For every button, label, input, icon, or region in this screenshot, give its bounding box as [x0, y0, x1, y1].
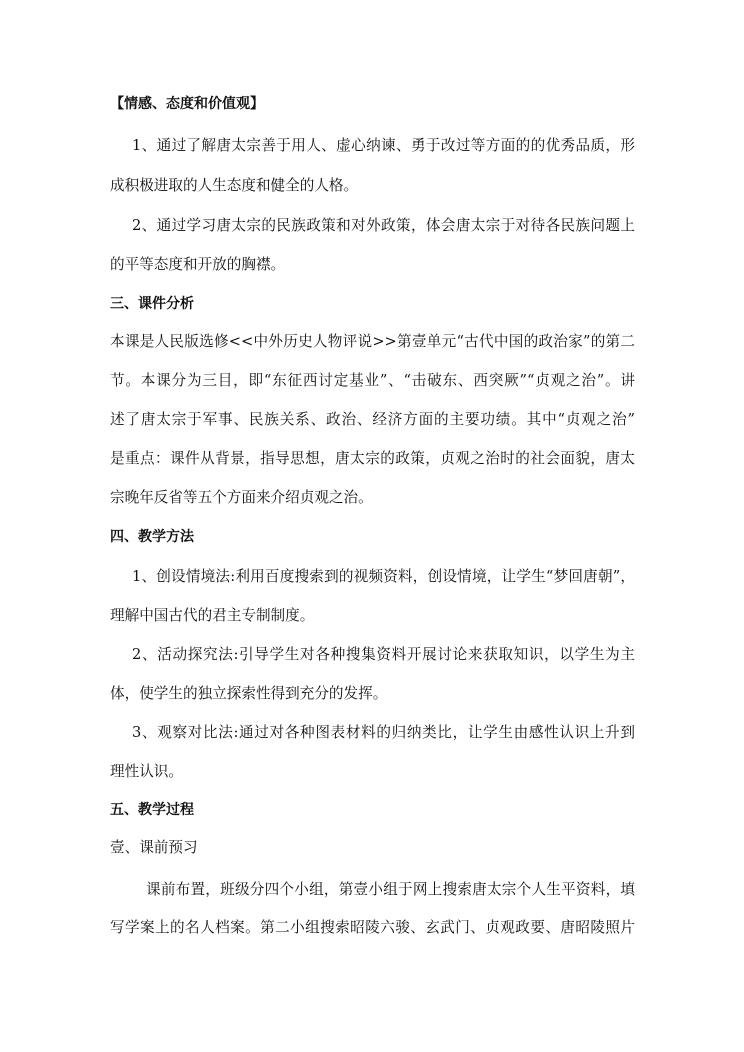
courseware-line-4: 是重点：课件从背景，指导思想，唐太宗的政策，贞观之治时的社会面貌，唐太: [110, 450, 635, 467]
process-heading: 五、教学过程: [110, 802, 194, 818]
methods-paragraph-1-line-1: 1、创设情境法:利用百度搜索到的视频资料，创设情境，让学生“梦回唐朝”，: [132, 568, 635, 585]
methods-paragraph-2-line-2: 体，使学生的独立探索性得到充分的发挥。: [110, 685, 388, 702]
values-paragraph-2-line-2: 的平等态度和开放的胸襟。: [110, 256, 286, 273]
courseware-line-3: 述了唐太宗于军事、民族关系、政治、经济方面的主要功绩。其中“贞观之治”: [110, 411, 635, 428]
methods-paragraph-3-line-1: 3、观察对比法:通过对各种图表材料的归纳类比，让学生由感性认识上升到: [132, 724, 635, 741]
values-paragraph-2-line-1: 2、通过学习唐太宗的民族政策和对外政策，体会唐太宗于对待各民族问题上: [132, 217, 635, 234]
methods-paragraph-2-line-1: 2、活动探究法:引导学生对各种搜集资料开展讨论来获取知识，以学生为主: [132, 646, 635, 663]
values-paragraph-1-line-1: 1、通过了解唐太宗善于用人、虚心纳谏、勇于改过等方面的的优秀品质，形: [132, 137, 635, 154]
courseware-line-2: 节。本课分为三目，即“东征西讨定基业”、“击破东、西突厥”“贞观之治”。讲: [110, 372, 635, 389]
methods-paragraph-3-line-2: 理性认识。: [110, 763, 183, 780]
values-paragraph-1-line-2: 成积极进取的人生态度和健全的人格。: [110, 177, 359, 194]
courseware-heading: 三、课件分析: [110, 296, 194, 312]
methods-paragraph-1-line-2: 理解中国古代的君主专制制度。: [110, 607, 315, 624]
methods-heading: 四、教学方法: [110, 529, 194, 545]
courseware-line-1: 本课是人民版选修<<中外历史人物评说>>第壹单元“古代中国的政治家”的第二: [110, 333, 635, 350]
courseware-line-5: 宗晚年反省等五个方面来介绍贞观之治。: [110, 489, 373, 506]
process-paragraph-1-line-1: 课前布置，班级分四个小组，第壹小组于网上搜索唐太宗个人生平资料，填: [146, 881, 635, 898]
values-heading: 【情感、态度和价值观】: [110, 96, 264, 112]
process-subheading: 壹、课前预习: [110, 839, 198, 856]
process-paragraph-1-line-2: 写学案上的名人档案。第二小组搜索昭陵六骏、玄武门、贞观政要、唐昭陵照片: [110, 919, 635, 936]
